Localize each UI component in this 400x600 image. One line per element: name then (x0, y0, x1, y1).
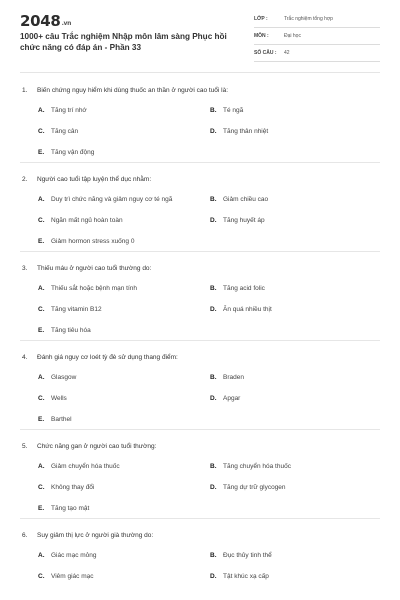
option-text: Đục thủy tinh thể (223, 552, 272, 559)
option-letter: C. (38, 573, 45, 580)
meta-subject-value: Đại học (284, 33, 301, 39)
option-text: Tăng tiêu hóa (51, 327, 91, 334)
option-text: Barthel (51, 416, 72, 423)
question-item (20, 256, 380, 341)
question-text: Biến chứng nguy hiểm khi dùng thuốc an thần ở người cao tuổi là: (37, 86, 229, 94)
option-letter: D. (210, 395, 217, 402)
question-item (20, 523, 380, 586)
option-letter: A. (38, 285, 45, 292)
question-stem (20, 84, 380, 96)
option-text: Tăng dự trữ glycogen (223, 484, 286, 491)
site-logo[interactable] (20, 12, 71, 30)
option-text: Tăng vận động (51, 149, 95, 156)
answer-option[interactable] (210, 393, 382, 404)
meta-class-row (254, 14, 380, 28)
meta-class-label: LỚP : (254, 16, 268, 22)
option-letter: E. (38, 327, 45, 334)
option-text: Tật khúc xạ cấp (223, 573, 269, 580)
question-stem (20, 173, 380, 185)
option-letter: A. (38, 552, 45, 559)
answer-option[interactable] (210, 461, 382, 472)
answer-option[interactable] (38, 414, 210, 425)
option-text: Tăng trí nhớ (51, 107, 87, 114)
option-text: Wells (51, 395, 67, 402)
answer-option[interactable] (38, 215, 210, 226)
option-letter: A. (38, 196, 45, 203)
answer-option[interactable] (38, 126, 210, 137)
option-text: Không thay đổi (51, 484, 95, 491)
answer-option[interactable] (38, 147, 210, 158)
option-text: Tăng thân nhiệt (223, 128, 269, 135)
option-text: Giảm chiều cao (223, 196, 269, 203)
option-letter: E. (38, 416, 45, 423)
option-letter: D. (210, 217, 217, 224)
answer-option[interactable] (210, 550, 382, 561)
option-text: Giác mạc mỏng (51, 552, 97, 559)
answer-option[interactable] (210, 283, 382, 294)
question-number: 3. (22, 264, 28, 272)
answer-options (20, 372, 380, 425)
option-letter: A. (38, 463, 45, 470)
question-number: 4. (22, 353, 28, 361)
meta-class-value: Trắc nghiệm tổng hợp (284, 16, 333, 22)
option-text: Braden (223, 374, 244, 381)
question-list (20, 78, 380, 586)
option-text: Thiếu sắt hoặc bệnh mạn tính (51, 285, 138, 292)
option-letter: B. (210, 463, 217, 470)
option-letter: B. (210, 552, 217, 559)
question-text: Đánh giá nguy cơ loét tỳ đè sử dụng thang điểm: (37, 353, 178, 361)
answer-option[interactable] (38, 372, 210, 383)
meta-count-label: SỐ CÂU : (254, 50, 277, 56)
option-letter: C. (38, 395, 45, 402)
answer-options (20, 105, 380, 158)
option-letter: B. (210, 107, 217, 114)
meta-count-value: 42 (284, 50, 290, 56)
meta-subject-row (254, 31, 380, 45)
option-letter: E. (38, 149, 45, 156)
answer-option[interactable] (38, 236, 210, 247)
option-letter: D. (210, 573, 217, 580)
answer-option[interactable] (38, 194, 210, 205)
option-letter: B. (210, 196, 217, 203)
answer-options (20, 194, 380, 247)
answer-option[interactable] (210, 372, 382, 383)
question-number: 2. (22, 175, 28, 183)
option-text: Giảm chuyển hóa thuốc (51, 463, 120, 470)
answer-option[interactable] (210, 215, 382, 226)
option-text: Viêm giác mạc (51, 573, 94, 580)
option-text: Giảm hormon stress xuống 0 (51, 238, 135, 245)
answer-option[interactable] (210, 105, 382, 116)
option-text: Tăng vitamin B12 (51, 306, 102, 313)
header-divider (20, 72, 380, 73)
option-text: Glasgow (51, 374, 77, 381)
answer-option[interactable] (210, 194, 382, 205)
option-text: Tăng tạo mật (51, 505, 90, 512)
answer-option[interactable] (38, 571, 210, 582)
option-text: Apgar (223, 395, 241, 402)
question-number: 1. (22, 86, 28, 94)
option-letter: E. (38, 505, 45, 512)
answer-option[interactable] (38, 550, 210, 561)
question-stem (20, 262, 380, 274)
answer-options (20, 283, 380, 336)
option-letter: C. (38, 306, 45, 313)
option-letter: B. (210, 374, 217, 381)
answer-option[interactable] (210, 126, 382, 137)
option-text: Ngăn mất ngủ hoàn toàn (51, 217, 123, 224)
answer-option[interactable] (38, 283, 210, 294)
option-letter: B. (210, 285, 217, 292)
logo-main: 2048 (20, 12, 61, 30)
document-title: 1000+ câu Trắc nghiệm Nhập môn lâm sàng Phục hồi chức năng có đáp án - Phần 33 (20, 32, 227, 52)
answer-option[interactable] (38, 304, 210, 315)
option-text: Tăng huyết áp (223, 217, 265, 224)
option-text: Té ngã (223, 107, 244, 114)
document-header (0, 0, 400, 72)
option-text: Ăn quá nhiều thịt (223, 306, 272, 313)
question-text: Thiếu máu ở người cao tuổi thường do: (37, 264, 152, 272)
meta-count-row (254, 48, 380, 62)
option-letter: D. (210, 484, 217, 491)
option-letter: A. (38, 107, 45, 114)
option-letter: D. (210, 128, 217, 135)
answer-option[interactable] (210, 571, 382, 582)
answer-option[interactable] (38, 503, 210, 514)
option-text: Tăng chuyển hóa thuốc (223, 463, 291, 470)
question-number: 6. (22, 531, 28, 539)
option-text: Tăng cân (51, 128, 79, 135)
answer-option[interactable] (38, 325, 210, 336)
option-letter: E. (38, 238, 45, 245)
question-text: Người cao tuổi tập luyện thể dục nhằm: (37, 175, 152, 183)
answer-options (20, 550, 380, 582)
option-letter: C. (38, 128, 45, 135)
question-text: Chức năng gan ở người cao tuổi thường: (37, 442, 157, 450)
answer-option[interactable] (210, 304, 382, 315)
answer-option[interactable] (38, 482, 210, 493)
question-item (20, 345, 380, 430)
option-text: Duy trì chức năng và giảm nguy cơ té ngã (51, 196, 173, 203)
answer-option[interactable] (38, 393, 210, 404)
question-item (20, 167, 380, 252)
question-item (20, 78, 380, 163)
option-text: Tăng acid folic (223, 285, 265, 292)
answer-option[interactable] (210, 482, 382, 493)
question-stem (20, 529, 380, 541)
question-number: 5. (22, 442, 28, 450)
answer-option[interactable] (38, 105, 210, 116)
meta-subject-label: MÔN : (254, 33, 269, 39)
option-letter: A. (38, 374, 45, 381)
answer-options (20, 461, 380, 514)
logo-tld: .vn (61, 20, 72, 27)
answer-option[interactable] (38, 461, 210, 472)
question-text: Suy giảm thị lực ở người già thường do: (37, 531, 154, 539)
option-letter: D. (210, 306, 217, 313)
option-letter: C. (38, 217, 45, 224)
document-meta (254, 14, 380, 65)
question-item (20, 434, 380, 519)
option-letter: C. (38, 484, 45, 491)
question-stem (20, 440, 380, 452)
question-stem (20, 351, 380, 363)
